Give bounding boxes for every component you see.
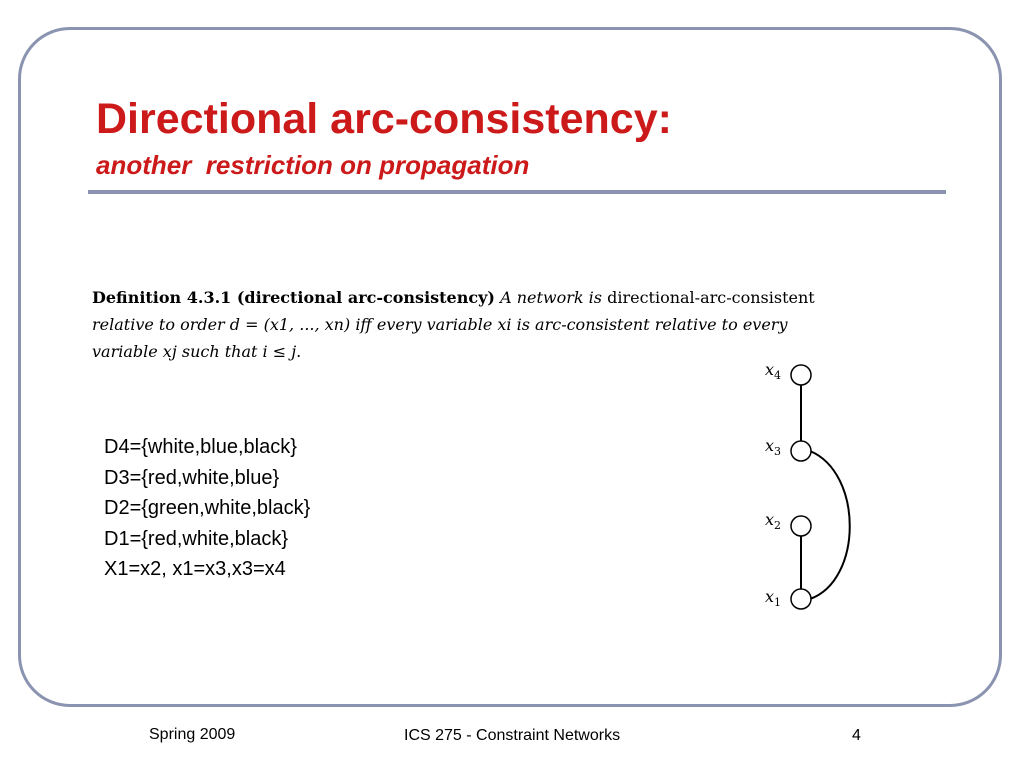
definition-line-1	[92, 284, 946, 311]
slide-subtitle: another restriction on propagation	[96, 150, 530, 180]
node-label-x4: $x_4$	[765, 360, 782, 382]
page-number: 4	[852, 727, 861, 744]
footer-date: Spring 2009	[149, 726, 236, 743]
edge-x3-x1	[810, 451, 850, 599]
domain-item: D3={red,white,blue}	[104, 466, 280, 489]
domain-item: D1={red,white,black}	[104, 527, 289, 550]
node-label-x1: $x_1$	[765, 587, 782, 609]
slide-title: Directional arc-consistency:	[96, 95, 672, 143]
title-divider	[88, 190, 946, 194]
node-x1	[791, 589, 811, 609]
definition-intro: A network is	[500, 288, 602, 307]
node-x4	[791, 365, 811, 385]
footer-course: ICS 275 - Constraint Networks	[404, 727, 621, 744]
definition-line-2: relative to order d = (x1, ..., xn) iff every variable xi is arc-consistent relative to every	[92, 315, 788, 334]
domain-item: D4={white,blue,black}	[104, 436, 297, 458]
domain-list	[104, 432, 310, 585]
domain-item: D2={green,white,black}	[104, 497, 311, 519]
constraint-item: X1=x2, x1=x3,x3=x4	[104, 558, 286, 580]
node-x2	[791, 516, 811, 536]
definition-term: directional-arc-consistent	[607, 288, 815, 307]
definition-block	[92, 284, 946, 365]
node-label-x3: $x_3$	[765, 436, 782, 458]
constraint-graph	[755, 355, 865, 615]
node-label-x2: $x_2$	[765, 510, 782, 532]
definition-heading: Definition 4.3.1 (directional arc-consistency)	[92, 288, 495, 307]
node-x3	[791, 441, 811, 461]
definition-line-3: variable xj such that i ≤ j.	[92, 342, 302, 361]
